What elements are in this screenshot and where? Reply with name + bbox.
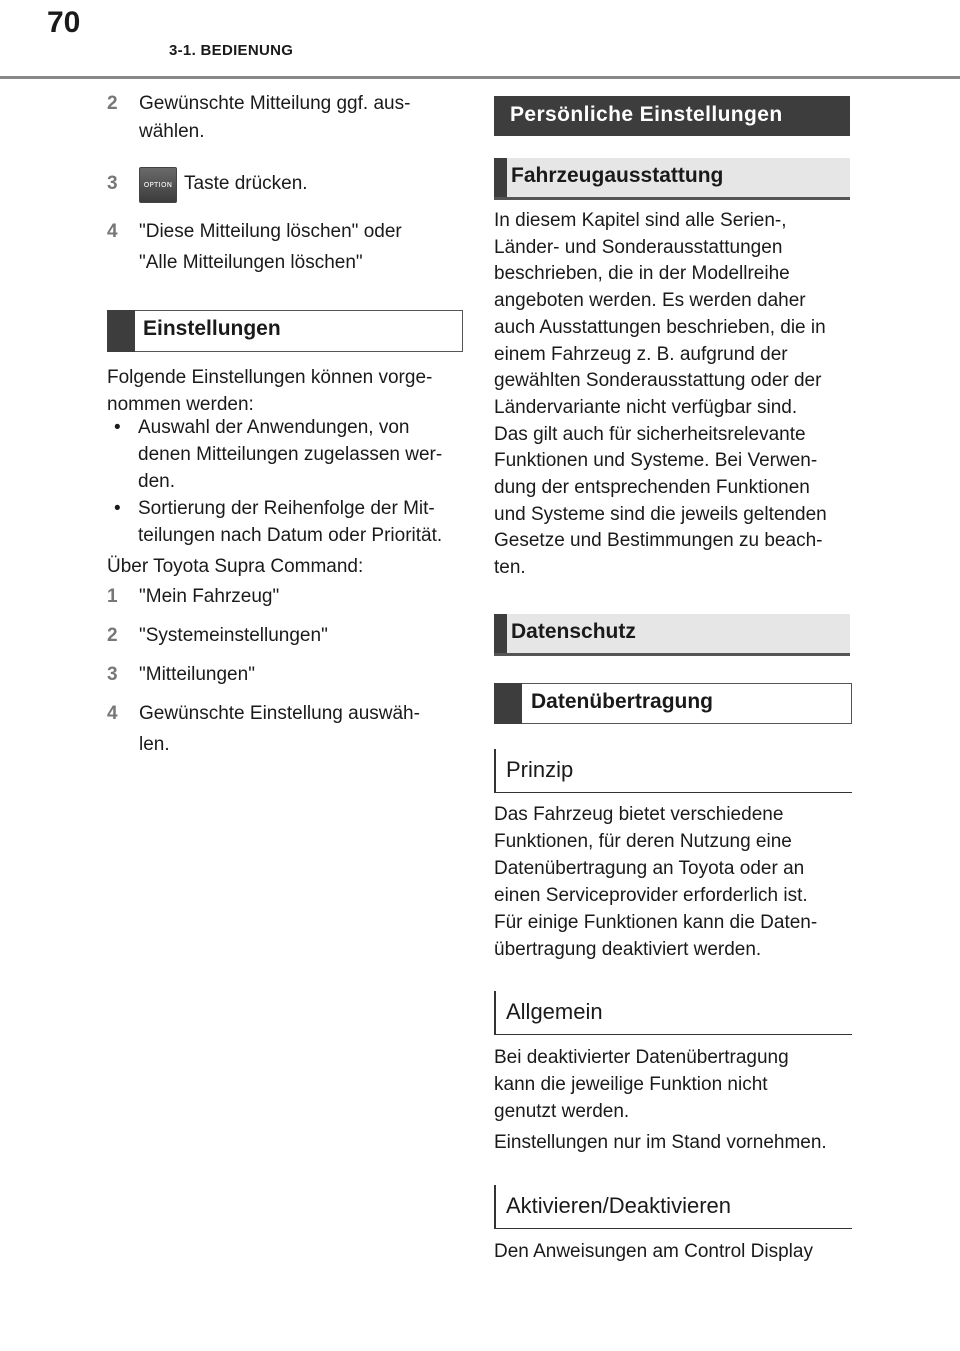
heading-bar: [107, 310, 135, 352]
heading-datenschutz: [494, 614, 850, 656]
step-text-cont: "Alle Mitteilungen löschen": [139, 252, 363, 273]
step-number: 1: [107, 586, 118, 607]
heading-fahrzeugausstattung: [494, 158, 850, 200]
subheading-label: Aktivieren/Deaktivieren: [506, 1193, 731, 1218]
chapter-title: 3-1. BEDIENUNG: [169, 42, 294, 59]
paragraph-fahrzeugausstattung: In diesem Kapitel sind alle Serien-, Länder- und Sonderausstattungen beschrieben, die in der Modellreihe angeboten werden. Es werden daher auch Ausstattungen beschrieben, die in einem Fahrzeug z. B. aufgrund der gewählten Sonderausstattung oder der Ländervariante nicht verfügbar sind. Das gilt auch für sicherheitsrelevante Funktionen und Systeme. Bei Verwen- dung der entsprechenden Funktionen und Systeme sind die jeweils geltenden Gesetze und Bestimmungen zu beach- ten.: [494, 210, 827, 579]
heading-label: Datenschutz: [511, 620, 636, 643]
option-button-icon: OPTION: [139, 167, 177, 203]
page-number: 70: [47, 6, 81, 39]
step-text-cont: wählen.: [139, 121, 205, 142]
heading-datenuebertragung: [494, 683, 852, 724]
step-number: 2: [107, 625, 118, 646]
heading-label: Persönliche Einstellungen: [510, 103, 783, 126]
step-text: "Diese Mitteilung löschen" oder: [139, 221, 402, 242]
paragraph-aktivieren: Den Anweisungen am Control Display: [494, 1241, 813, 1262]
heading-persoenliche-einstellungen: [494, 96, 850, 136]
heading-bar: [494, 683, 522, 724]
bullet-text: Sortierung der Reihenfolge der Mit- teilungen nach Datum oder Priorität.: [138, 498, 443, 546]
heading-label: Einstellungen: [143, 317, 281, 340]
heading-label: Fahrzeugausstattung: [511, 164, 724, 187]
subheading-prinzip: [494, 749, 852, 793]
step-number: 4: [107, 703, 118, 724]
paragraph-allgemein: Bei deaktivierter Datenübertragung kann die jeweilige Funktion nicht genutzt werden.: [494, 1047, 789, 1122]
step-number: 3: [107, 173, 118, 194]
paragraph-allgemein-note: Einstellungen nur im Stand vornehmen.: [494, 1132, 827, 1153]
heading-label: Datenübertragung: [531, 690, 714, 713]
subheading-label: Prinzip: [506, 757, 574, 782]
step-text: "Systemeinstellungen": [139, 625, 328, 646]
bullet-text: Auswahl der Anwendungen, von denen Mitteilungen zugelassen wer- den.: [138, 417, 443, 492]
paragraph-prinzip: Das Fahrzeug bietet verschiedene Funktionen, für deren Nutzung eine Datenübertragung an Toyota oder an einen Serviceprovider erforderlich ist. Für einige Funktionen kann die Daten- übertragung deaktiviert werden.: [494, 804, 818, 960]
step-text: Taste drücken.: [184, 173, 308, 194]
bullet-symbol: •: [114, 417, 121, 438]
heading-bar: [494, 158, 507, 197]
step-text: "Mein Fahrzeug": [139, 586, 280, 607]
command-intro: Über Toyota Supra Command:: [107, 556, 364, 577]
bullet-symbol: •: [114, 498, 121, 519]
step-text: Gewünschte Einstellung auswäh-: [139, 703, 420, 724]
intro-paragraph: Folgende Einstellungen können vorge- nommen werden:: [107, 367, 433, 415]
section-heading-einstellungen: [107, 310, 463, 352]
subheading-label: Allgemein: [506, 999, 603, 1024]
header-rule: [0, 76, 960, 79]
subheading-aktivieren: [494, 1185, 852, 1229]
subheading-allgemein: [494, 991, 852, 1035]
heading-bar: [494, 614, 507, 653]
step-text: "Mitteilungen": [139, 664, 255, 685]
step-number: 4: [107, 221, 118, 242]
step-number: 2: [107, 93, 118, 114]
step-text: Gewünschte Mitteilung ggf. aus-: [139, 93, 411, 114]
step-number: 3: [107, 664, 118, 685]
step-text-cont: len.: [139, 734, 170, 755]
